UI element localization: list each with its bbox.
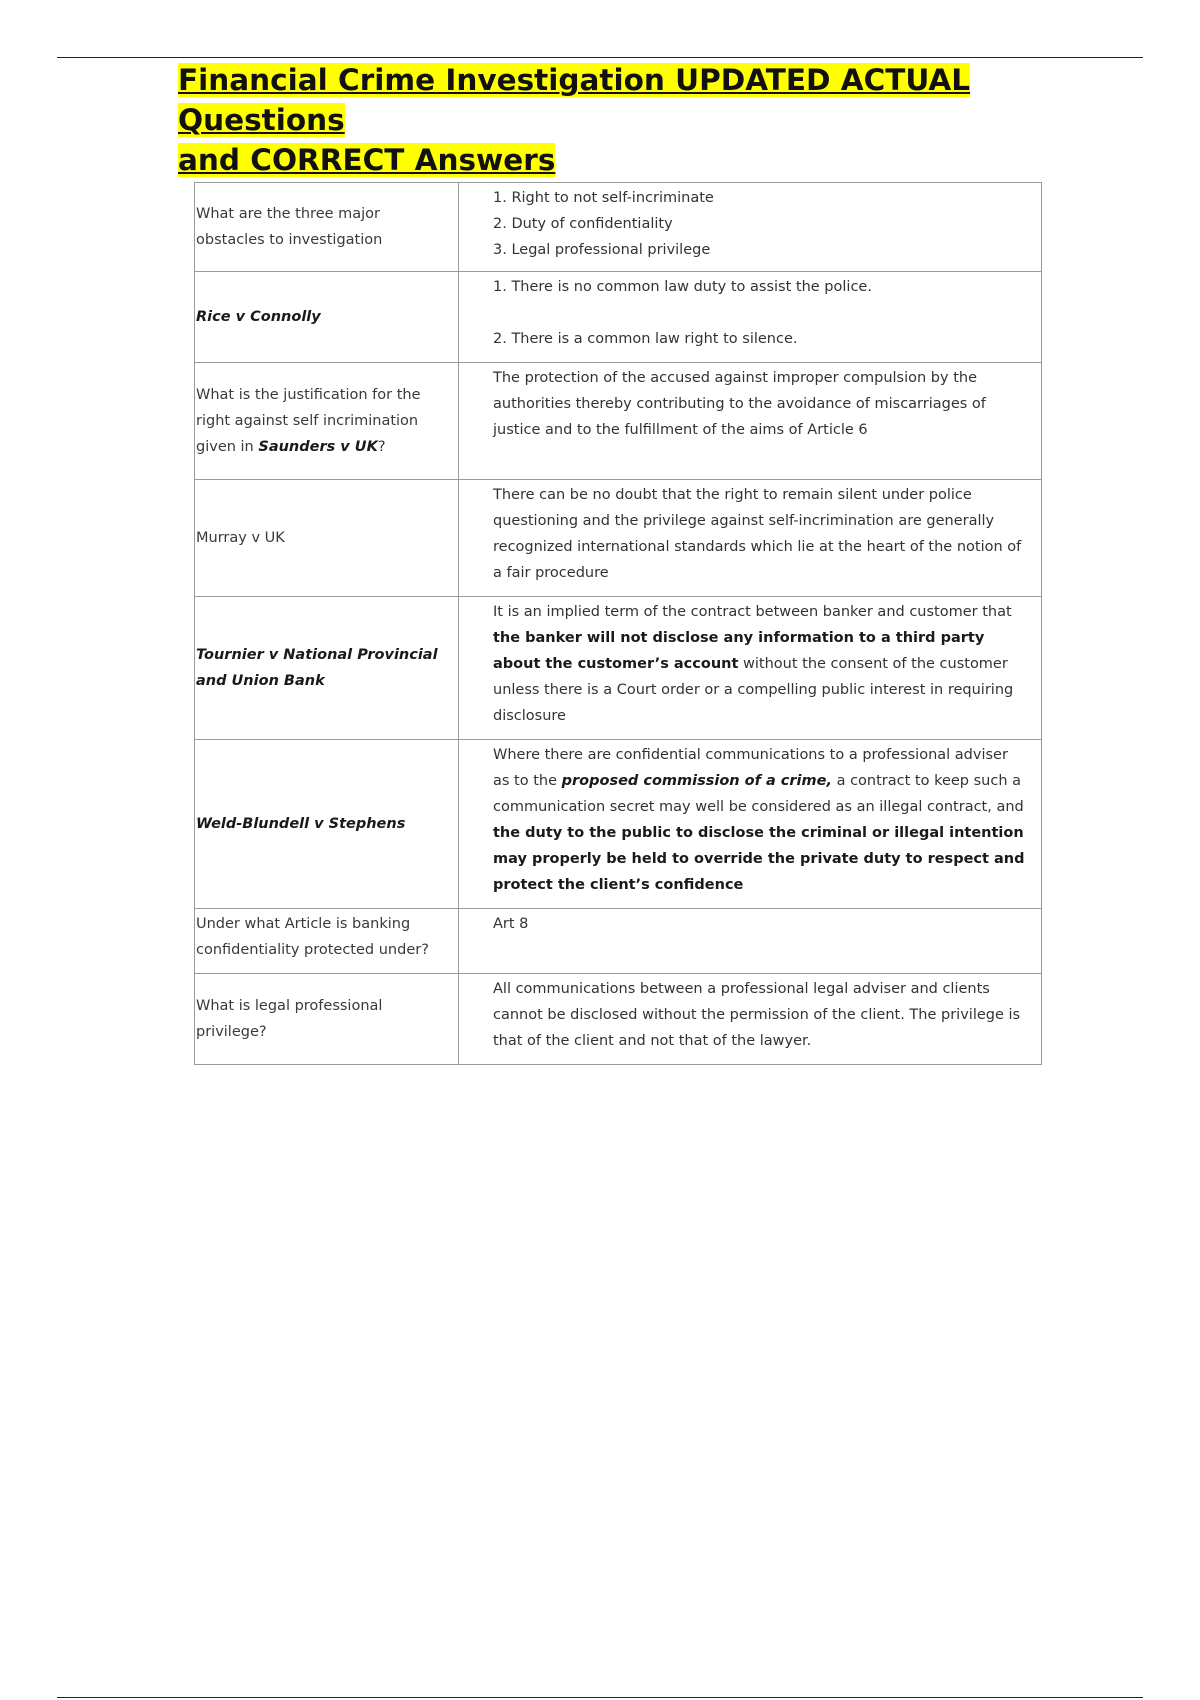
question-cell — [195, 272, 459, 363]
answer-text: There can be no doubt that the right to remain silent under police questioning and the privilege against self-incrimination are generally recognized international standards which lie at the heart of the notion of a fair procedure — [493, 487, 1022, 581]
question-cell — [195, 183, 459, 272]
question-suffix: ? — [377, 439, 386, 455]
answer-cell — [459, 597, 1042, 740]
question-text: What is legal professional privilege? — [196, 998, 383, 1040]
answer-text: without the consent of the customer unless there is a Court order or a compelling public interest in requiring disclosure — [493, 656, 1014, 724]
table-row — [195, 272, 1042, 363]
answer-text: The protection of the accused against improper compulsion by the authorities thereby contributing to the avoidance of miscarriages of justice and to the fulfillment of the aims of Article 6 — [493, 370, 986, 438]
answer-cell — [459, 272, 1042, 363]
answer-emphasis: the banker will not disclose any information to a third party about the customer’s account — [493, 630, 985, 672]
answer-list-item: 1. There is no common law duty to assist the police. — [493, 279, 872, 295]
question-text: Murray v UK — [196, 530, 285, 546]
case-name: Saunders v UK — [258, 439, 378, 455]
answer-cell — [459, 183, 1042, 272]
table-row — [195, 480, 1042, 597]
question-cell — [195, 363, 459, 480]
bottom-rule — [57, 1697, 1143, 1698]
table-row — [195, 363, 1042, 480]
answer-text: Where there are confidential communications to a professional adviser as to the — [493, 747, 1008, 789]
answer-list-item: 1. Right to not self-incriminate — [493, 190, 714, 206]
question-text: What is the justification for the right against self incrimination given in — [196, 387, 421, 455]
table-row — [195, 740, 1042, 909]
question-cell — [195, 597, 459, 740]
case-name: Rice v Connolly — [196, 309, 321, 325]
question-cell — [195, 740, 459, 909]
answer-list-item: 2. Duty of confidentiality — [493, 216, 673, 232]
question-text: What are the three major obstacles to investigation — [196, 206, 383, 248]
top-rule — [57, 57, 1143, 58]
table-row — [195, 974, 1042, 1065]
table-row — [195, 597, 1042, 740]
qa-table — [194, 182, 1042, 1065]
answer-cell — [459, 363, 1042, 480]
answer-text: Art 8 — [493, 916, 529, 932]
answer-list-item: 2. There is a common law right to silence. — [493, 331, 798, 347]
answer-cell — [459, 740, 1042, 909]
document-title — [178, 60, 1058, 180]
answer-emphasis: the duty to the public to disclose the criminal or illegal intention may properly be held to override the private duty to respect and protect the client’s confidence — [493, 825, 1025, 893]
question-cell — [195, 909, 459, 974]
question-cell — [195, 974, 459, 1065]
answer-cell — [459, 974, 1042, 1065]
title-line-1: Financial Crime Investigation UPDATED ACTUAL Questions — [178, 63, 971, 137]
case-name: Tournier v National Provincial and Union Bank — [196, 647, 438, 689]
answer-text: a contract to keep such a communication secret may well be considered as an illegal contract, and — [493, 773, 1024, 815]
spacer — [493, 300, 1027, 326]
answer-cell — [459, 909, 1042, 974]
table-row — [195, 909, 1042, 974]
answer-cell — [459, 480, 1042, 597]
question-text: Under what Article is banking confidentiality protected under? — [196, 916, 429, 958]
answer-text: All communications between a professional legal adviser and clients cannot be disclosed without the permission of the client. The privilege is that of the client and not that of the lawyer. — [493, 981, 1021, 1049]
title-line-2: and CORRECT Answers — [178, 143, 556, 177]
answer-emphasis: proposed commission of a crime, — [561, 773, 832, 789]
question-cell — [195, 480, 459, 597]
answer-list-item: 3. Legal professional privilege — [493, 242, 711, 258]
case-name: Weld-Blundell v Stephens — [196, 816, 406, 832]
table-row — [195, 183, 1042, 272]
answer-text: It is an implied term of the contract between banker and customer that — [493, 604, 1012, 620]
